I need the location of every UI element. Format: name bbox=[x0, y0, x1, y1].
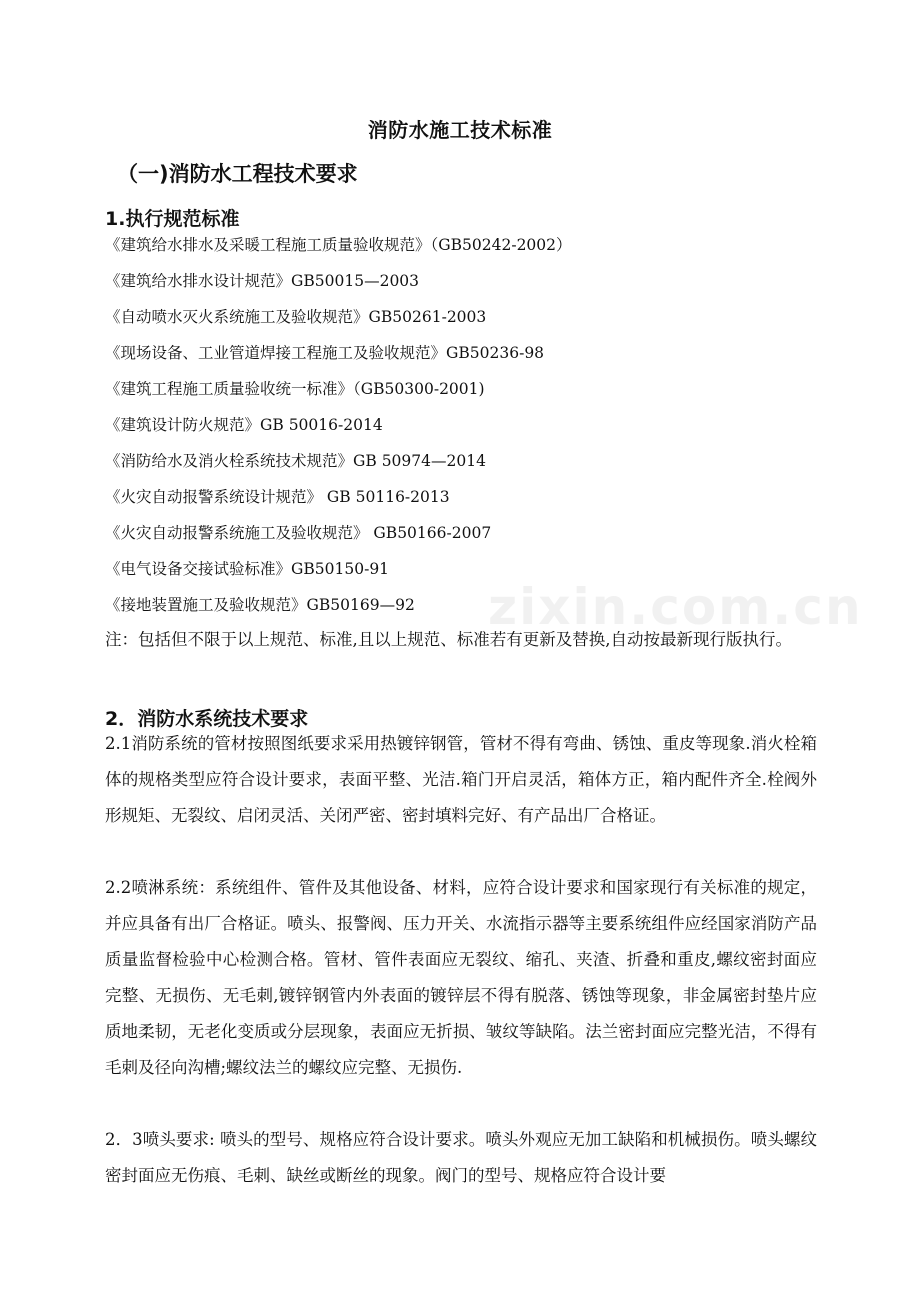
reference-item: 《电气设备交接试验标准》GB50150-91 bbox=[105, 560, 390, 578]
subsection-heading-1: 1.执行规范标准 bbox=[105, 208, 240, 230]
note-paragraph: 注：包括但不限于以上规范、标准,且以上规范、标准若有更新及替换,自动按最新现行版执行。 bbox=[105, 630, 792, 649]
reference-item: 《消防给水及消火栓系统技术规范》GB 50974—2014 bbox=[105, 452, 486, 470]
paragraph-2-1: 2.1消防系统的管材按照图纸要求采用热镀锌钢管，管材不得有弯曲、锈蚀、重皮等现象.消火栓箱体的规格类型应符合设计要求，表面平整、光洁.箱门开启灵活，箱体方正，箱内配件齐全.栓阀外形规矩、无裂纹、启闭灵活、关闭严密、密封填料完好、有产品出厂合格证。 bbox=[105, 734, 817, 825]
reference-item: 《建筑给水排水及采暖工程施工质量验收规范》（GB50242-2002） bbox=[105, 236, 572, 254]
reference-item: 《接地装置施工及验收规范》GB50169—92 bbox=[105, 596, 415, 614]
subsection-heading-2: 2．消防水系统技术要求 bbox=[105, 708, 309, 730]
paragraph-2-2: 2.2喷淋系统：系统组件、管件及其他设备、材料，应符合设计要求和国家现行有关标准的规定，并应具备有出厂合格证。喷头、报警阀、压力开关、水流指示器等主要系统组件应经国家消防产品质量监督检验中心检测合格。管材、管件表面应无裂纹、缩孔、夹渣、折叠和重皮,螺纹密封面应完整、无损伤、无毛刺,镀锌钢管内外表面的镀锌层不得有脱落、锈蚀等现象，非金属密封垫片应质地柔韧，无老化变质或分层现象，表面应无折损、皱纹等缺陷。法兰密封面应完整光洁，不得有毛刺及径向沟槽;螺纹法兰的螺纹应完整、无损伤. bbox=[105, 878, 817, 1077]
reference-item: 《建筑给水排水设计规范》GB50015—2003 bbox=[105, 272, 420, 290]
reference-item: 《火灾自动报警系统设计规范》 GB 50116-2013 bbox=[105, 488, 450, 506]
document-title: 消防水施工技术标准 bbox=[367, 118, 553, 142]
reference-item: 《建筑工程施工质量验收统一标准》（GB50300-2001) bbox=[105, 380, 485, 398]
reference-item: 《现场设备、工业管道焊接工程施工及验收规范》GB50236-98 bbox=[105, 344, 545, 362]
reference-item: 《建筑设计防火规范》GB 50016-2014 bbox=[105, 416, 383, 434]
reference-item: 《火灾自动报警系统施工及验收规范》 GB50166-2007 bbox=[105, 524, 492, 542]
paragraph-2-3: 2．3喷头要求: 喷头的型号、规格应符合设计要求。喷头外观应无加工缺陷和机械损伤。喷头螺纹密封面应无伤痕、毛刺、缺丝或断丝的现象。阀门的型号、规格应符合设计要 bbox=[105, 1130, 817, 1185]
watermark: zixin.com.cn bbox=[488, 578, 863, 636]
reference-item: 《自动喷水灭火系统施工及验收规范》GB50261-2003 bbox=[105, 308, 487, 326]
section-heading: （一)消防水工程技术要求 bbox=[117, 162, 358, 186]
